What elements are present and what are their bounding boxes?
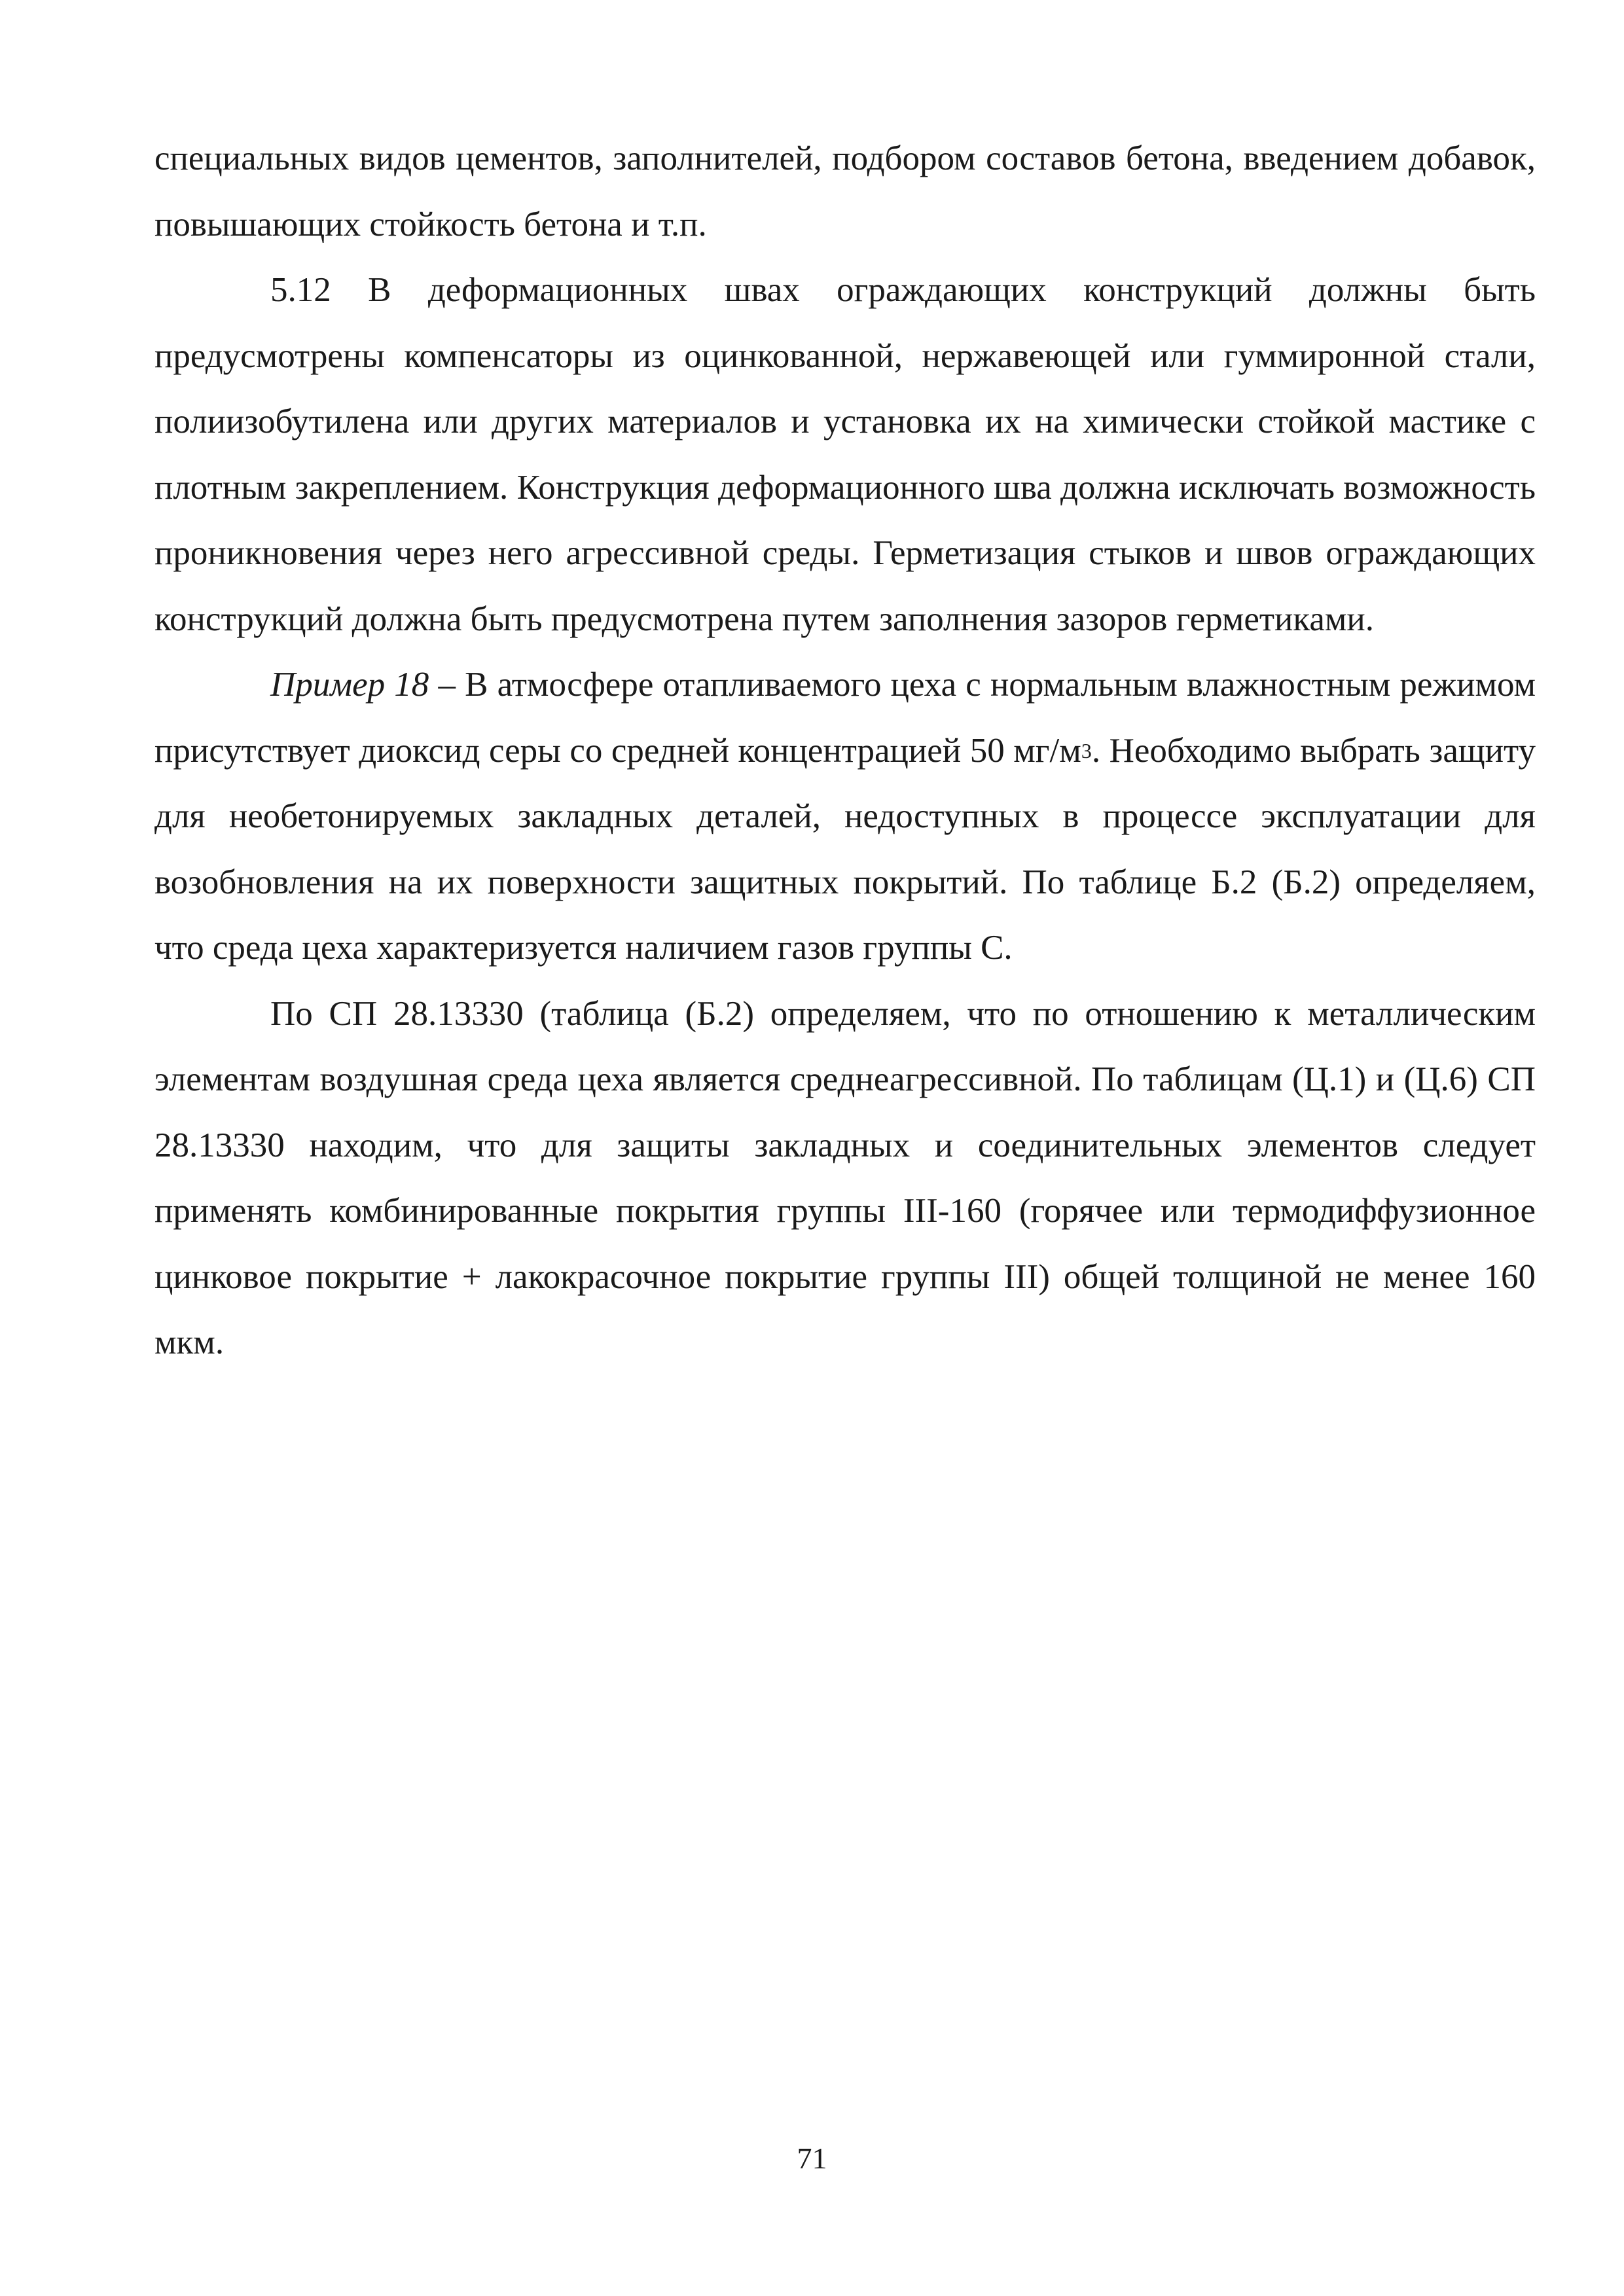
example-label: Пример 18 <box>270 666 429 704</box>
page-number: 71 <box>797 2142 827 2175</box>
paragraph-example-18 <box>154 652 1536 981</box>
paragraph-sp-28-13330: По СП 28.13330 (таблица (Б.2) определяем, что по отношению к металлическим элементам воздушная среда цеха является среднеагрессивной. По таблицам (Ц.1) и (Ц.6) СП 28.13330 находим, что для защиты закладных и соединительных элементов следует применять комбинированные покрытия группы III-160 (горячее или термодиффузионное цинковое покрытие + лакокрасочное покрытие группы III) общей толщиной не менее 160 мкм. <box>154 994 1536 1361</box>
example-dash: – <box>429 666 465 704</box>
text-body <box>154 126 1536 1376</box>
example-text-continued: . Необходимо выбрать защиту для необетонируемых закладных деталей, недоступных в процессе эксплуатации для возобновления на их поверхности защитных покрытий. По таблице Б.2 (Б.2) определяем, что среда цеха характеризуется наличием газов группы С. <box>154 731 1536 967</box>
paragraph-continuation: специальных видов цементов, заполнителей, подбором составов бетона, введением добавок, повышающих стойкость бетона и т.п. <box>154 139 1536 243</box>
example-text: В атмосфере отапливаемого цеха с нормальным влажностным режимом присутствует диоксид серы со средней концентрацией 50 мг/м <box>154 666 1536 770</box>
paragraph-section-5-12: 5.12 В деформационных швах ограждающих конструкций должны быть предусмотрены компенсаторы из оцинкованной, нержавеющей или гуммиронной стали, полиизобутилена или других материалов и установка их на химически стойкой мастике с плотным закреплением. Конструкция деформационного шва должна исключать возможность проникновения через него агрессивной среды. Герметизация стыков и швов ограждающих конструкций должна быть предусмотрена путем заполнения зазоров герметиками. <box>154 271 1536 638</box>
cubic-superscript: 3 <box>1081 738 1092 762</box>
